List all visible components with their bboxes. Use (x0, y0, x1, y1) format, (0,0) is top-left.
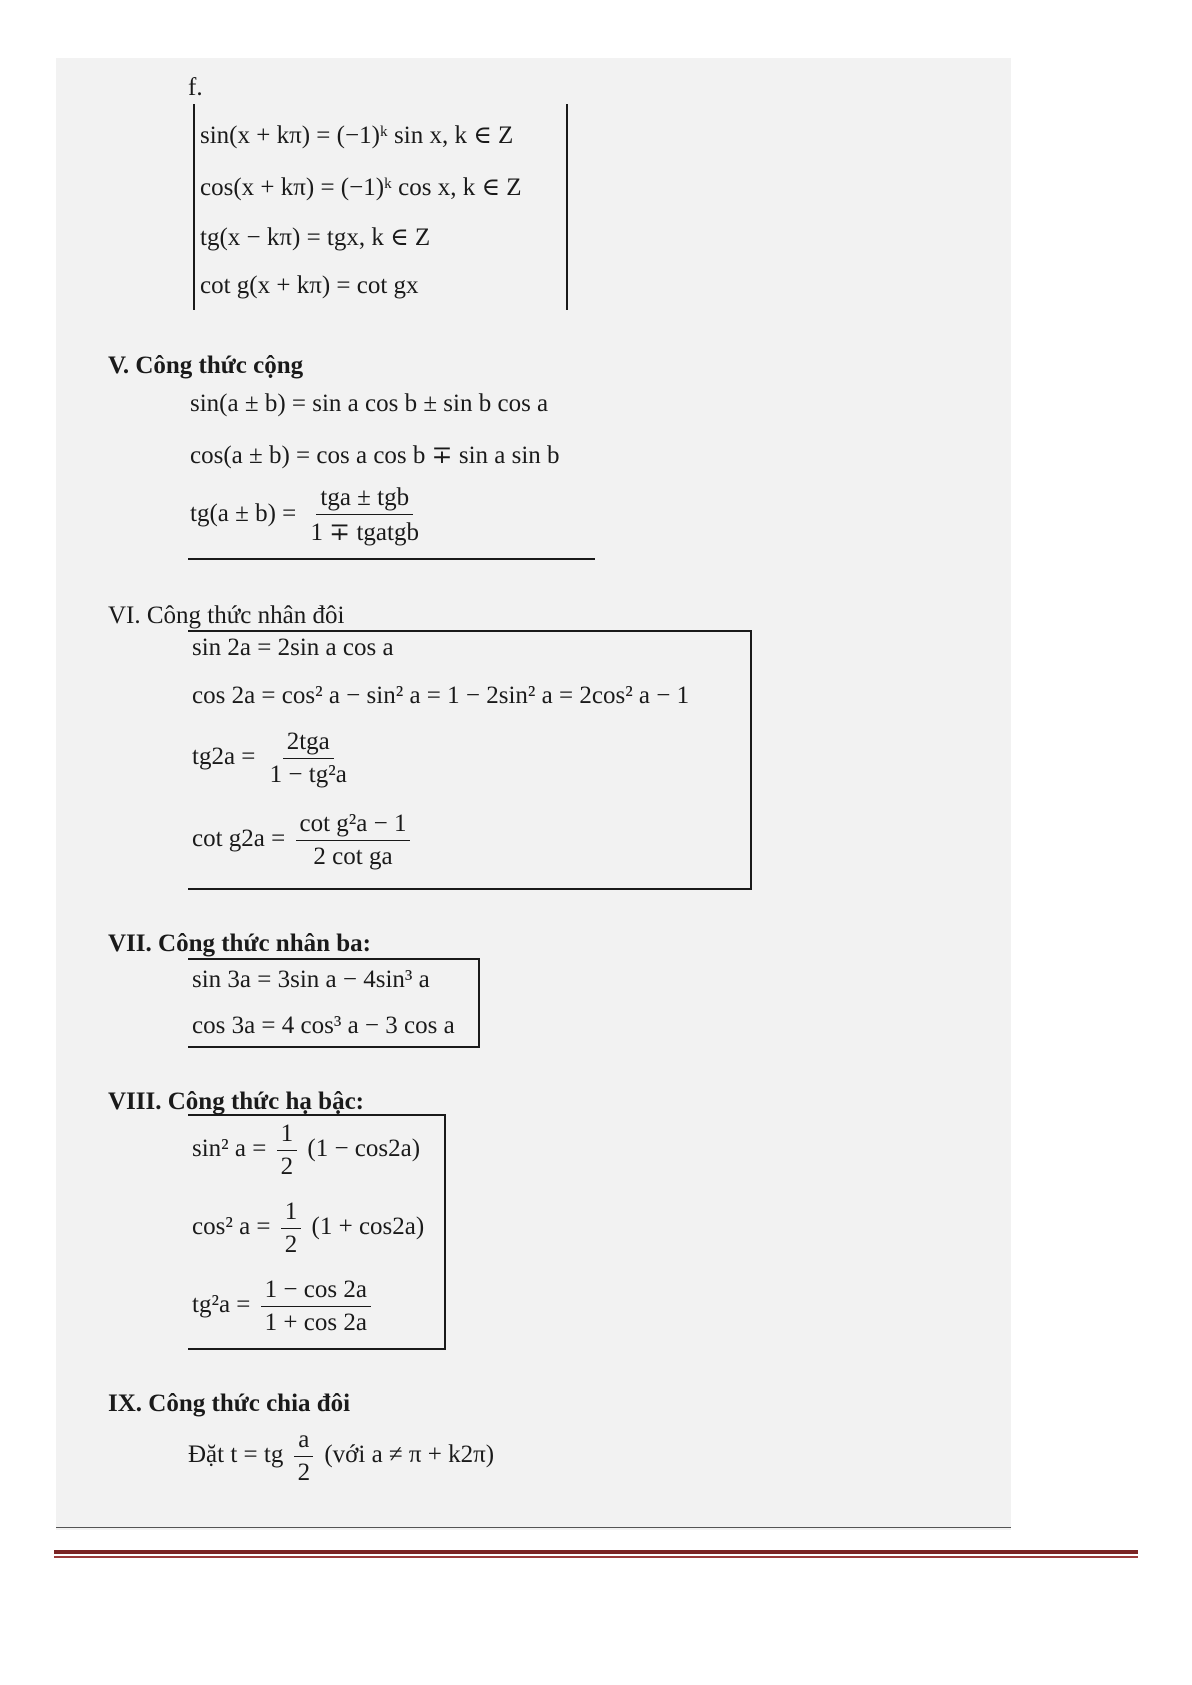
formula-tg-square-reduce (192, 1276, 375, 1337)
formula-cotg-double-fraction (296, 810, 411, 871)
formula-tg-square-numerator: 1 − cos 2a (261, 1276, 371, 1307)
formula-cotg-double-numerator: cot g²a − 1 (296, 810, 411, 841)
formula-cos-double: cos 2a = cos² a − sin² a = 1 − 2sin² a = 2cos² a − 1 (192, 682, 690, 709)
formula-cotg-double-denominator: 2 cot ga (313, 843, 393, 870)
formula-cos-square-lhs: cos² a = (192, 1213, 271, 1241)
formula-tg-sum-numerator: tga ± tgb (316, 484, 413, 515)
footer-thin-rule (56, 1527, 1011, 1528)
formula-cos-square-rhs: (1 + cos2a) (311, 1213, 425, 1241)
formula-cos-sum: cos(a ± b) = cos a cos b ∓ sin a sin b (190, 442, 560, 469)
formula-cos-square-reduce (192, 1198, 424, 1259)
formula-sin-triple: sin 3a = 3sin a − 4sin³ a (192, 966, 430, 993)
right-bracket-line (566, 104, 568, 310)
formula-tg-double-lhs: tg2a = (192, 743, 256, 771)
footer-red-rule-bottom (54, 1556, 1138, 1558)
formula-cotg-double-lhs: cot g2a = (192, 825, 286, 853)
formula-tg-double (192, 728, 355, 789)
formula-sin-double: sin 2a = 2sin a cos a (192, 634, 394, 661)
formula-half-angle-numerator: a (294, 1426, 313, 1457)
section-vii-heading: VII. Công thức nhân ba: (108, 930, 371, 957)
formula-sin-square-lhs: sin² a = (192, 1135, 267, 1163)
item-label-f: f. (188, 74, 203, 101)
formula-cos-square-denominator: 2 (284, 1231, 298, 1258)
formula-half-angle-denominator: 2 (297, 1459, 311, 1486)
formula-tg-sum-fraction (307, 484, 423, 547)
formula-tg-square-fraction (261, 1276, 371, 1337)
section-vi-heading: VI. Công thức nhân đôi (108, 602, 345, 629)
formula-tg-square-lhs: tg²a = (192, 1291, 251, 1319)
formula-cotg-double (192, 810, 414, 871)
formula-sin-square-numerator: 1 (277, 1120, 298, 1151)
formula-cos-periodic: cos(x + kπ) = (−1)ᵏ cos x, k ∈ Z (200, 174, 522, 201)
formula-tg-sum (190, 484, 427, 547)
formula-tg-double-denominator: 1 − tg²a (269, 761, 347, 788)
formula-half-angle-condition: (với a ≠ π + k2π) (324, 1441, 495, 1469)
formula-half-angle-lhs: Đặt t = tg (188, 1441, 284, 1469)
formula-tg-double-fraction (266, 728, 351, 789)
formula-cos-triple: cos 3a = 4 cos³ a − 3 cos a (192, 1012, 455, 1039)
formula-cos-square-fraction (281, 1198, 302, 1259)
formula-cotg-periodic: cot g(x + kπ) = cot gx (200, 272, 419, 299)
section-ix-heading: IX. Công thức chia đôi (108, 1390, 351, 1417)
section-v-underline (188, 558, 595, 560)
formula-sin-square-fraction (277, 1120, 298, 1181)
formula-sin-sum: sin(a ± b) = sin a cos b ± sin b cos a (190, 390, 549, 417)
formula-sin-square-denominator: 2 (280, 1153, 294, 1180)
formula-tg-periodic: tg(x − kπ) = tgx, k ∈ Z (200, 224, 431, 251)
formula-half-angle-fraction (294, 1426, 315, 1487)
formula-sin-square-rhs: (1 − cos2a) (307, 1135, 421, 1163)
formula-sin-square-reduce (192, 1120, 420, 1181)
formula-tg-sum-denominator: 1 ∓ tgatgb (310, 519, 419, 546)
section-v-heading: V. Công thức cộng (108, 352, 304, 379)
left-bracket-line (193, 104, 195, 310)
formula-tg-square-denominator: 1 + cos 2a (264, 1309, 367, 1336)
formula-tg-double-numerator: 2tga (283, 728, 334, 759)
formula-sin-periodic: sin(x + kπ) = (−1)ᵏ sin x, k ∈ Z (200, 122, 514, 149)
formula-half-angle-substitution (188, 1426, 494, 1487)
footer-red-rule-top (54, 1550, 1138, 1554)
section-viii-heading: VIII. Công thức hạ bậc: (108, 1088, 365, 1115)
formula-cos-square-numerator: 1 (281, 1198, 302, 1229)
formula-tg-sum-lhs: tg(a ± b) = (190, 500, 297, 528)
